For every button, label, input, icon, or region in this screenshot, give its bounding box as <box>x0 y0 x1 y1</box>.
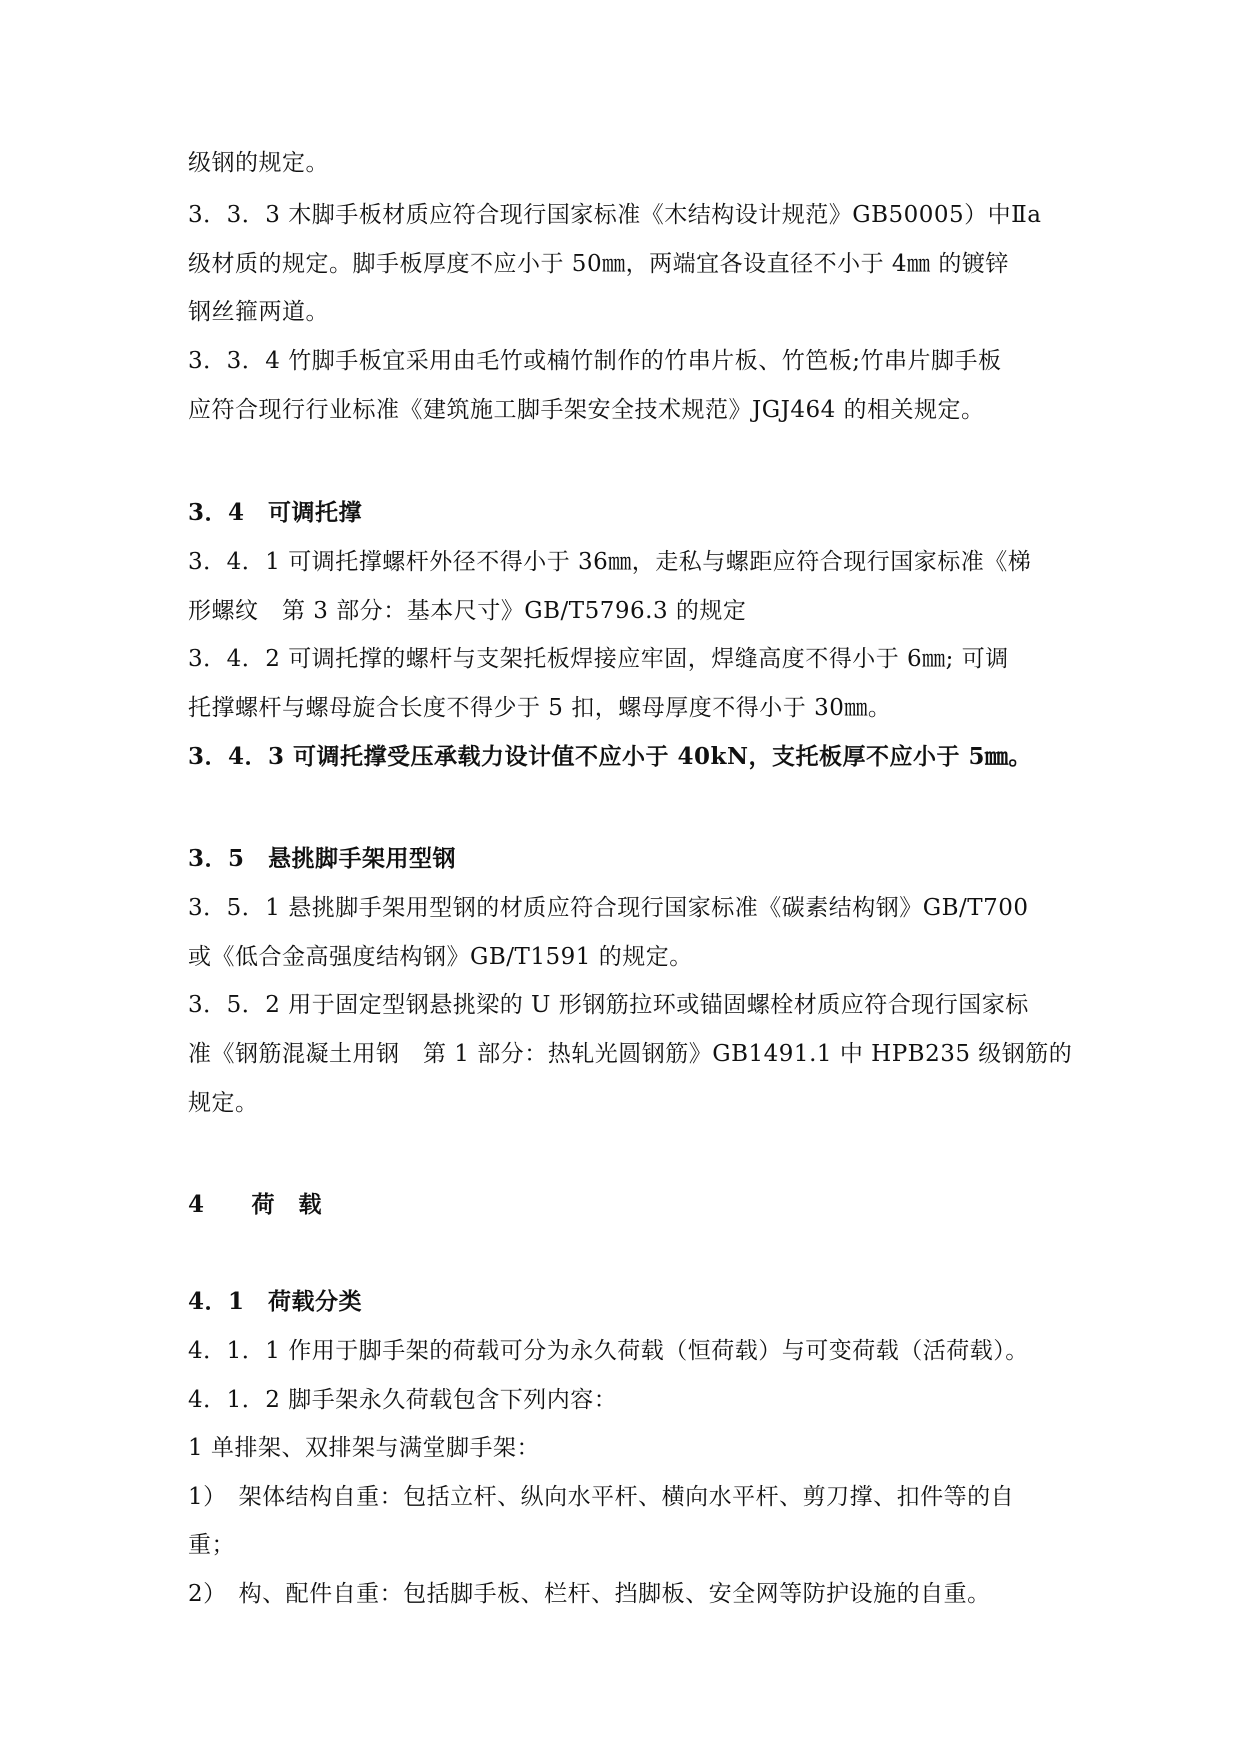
list-item: 1 单排架、双排架与满堂脚手架： <box>188 1435 540 1461</box>
chapter-heading-4: 4 荷 载 <box>188 1191 323 1218</box>
clause-3-4-2: 3．4．2 可调托撑的螺杆与支架托板焊接应牢固，焊缝高度不得小于 6㎜; 可调 <box>188 646 1009 672</box>
text-line: 应符合现行行业标准《建筑施工脚手架安全技术规范》JGJ464 的相关规定。 <box>188 397 985 423</box>
text-line: 或《低合金高强度结构钢》GB/T1591 的规定。 <box>188 944 693 970</box>
list-item: 2） 构、配件自重：包括脚手板、栏杆、挡脚板、安全网等防护设施的自重。 <box>188 1581 991 1607</box>
clause-3-3-3: 3．3．3 木脚手板材质应符合现行国家标准《木结构设计规范》GB50005）中Ⅱa <box>188 202 1042 228</box>
clause-4-1-2: 4．1．2 脚手架永久荷载包含下列内容： <box>188 1387 618 1413</box>
clause-3-4-1: 3．4．1 可调托撑螺杆外径不得小于 36㎜，走私与螺距应符合现行国家标准《梯 <box>188 549 1032 575</box>
text-line: 形螺纹 第 3 部分：基本尺寸》GB/T5796.3 的规定 <box>188 598 747 624</box>
text-line: 级材质的规定。脚手板厚度不应小于 50㎜，两端宜各设直径不小于 4㎜ 的镀锌 <box>188 251 1009 277</box>
text-line: 钢丝箍两道。 <box>188 299 329 325</box>
clause-3-5-2: 3．5．2 用于固定型钢悬挑梁的 U 形钢筋拉环或锚固螺栓材质应符合现行国家标 <box>188 992 1029 1018</box>
list-item: 1） 架体结构自重：包括立杆、纵向水平杆、横向水平杆、剪刀撑、扣件等的自 <box>188 1484 1015 1510</box>
section-heading-4-1: 4．1 荷载分类 <box>188 1288 363 1315</box>
text-line: 准《钢筋混凝土用钢 第 1 部分：热轧光圆钢筋》GB1491.1 中 HPB235 级钢筋的 <box>188 1041 1073 1067</box>
text-line: 规定。 <box>188 1090 259 1116</box>
clause-3-5-1: 3．5．1 悬挑脚手架用型钢的材质应符合现行国家标准《碳素结构钢》GB/T700 <box>188 895 1029 921</box>
section-heading-3-4: 3．4 可调托撑 <box>188 499 363 526</box>
text-line: 级钢的规定。 <box>188 150 329 176</box>
section-heading-3-5: 3．5 悬挑脚手架用型钢 <box>188 845 457 872</box>
clause-3-4-3: 3．4．3 可调托撑受压承载力设计值不应小于 40kN，支托板厚不应小于 5㎜。 <box>188 743 1033 770</box>
clause-4-1-1: 4．1．1 作用于脚手架的荷载可分为永久荷载（恒荷载）与可变荷载（活荷载）。 <box>188 1338 1029 1364</box>
text-line: 托撑螺杆与螺母旋合长度不得少于 5 扣，螺母厚度不得小于 30㎜。 <box>188 695 892 721</box>
text-line: 重； <box>188 1532 235 1558</box>
clause-3-3-4: 3．3．4 竹脚手板宜采用由毛竹或楠竹制作的竹串片板、竹笆板;竹串片脚手板 <box>188 348 1002 374</box>
